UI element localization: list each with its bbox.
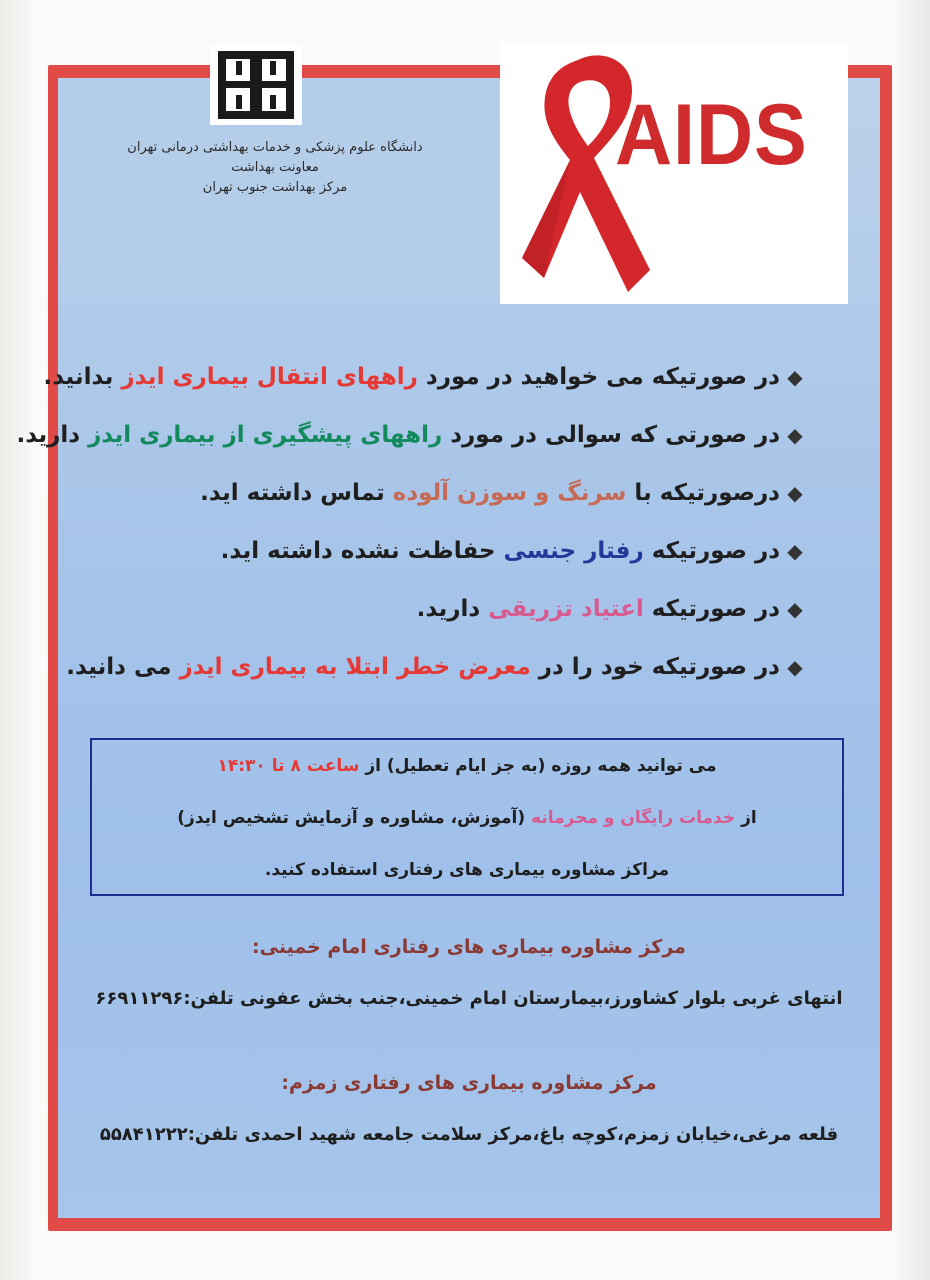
bullet-text: حفاظت نشده داشته اید.	[220, 538, 504, 564]
services-highlight: خدمات رایگان و محرمانه	[531, 808, 736, 828]
hours-highlight: ساعت ۸ تا ۱۴:۳۰	[217, 756, 360, 776]
bullet-text: درصورتیکه با	[626, 480, 780, 506]
bullet-item-5	[110, 587, 810, 645]
org-line-deputy: معاونت بهداشت	[231, 160, 319, 175]
bullet-item-1	[43, 355, 810, 413]
diamond-bullet-icon: ◆	[787, 481, 803, 505]
service-info-box	[90, 738, 844, 896]
org-line-center: مرکز بهداشت جنوب تهران	[202, 180, 348, 195]
organization-text	[115, 138, 435, 198]
aids-logo-box	[500, 42, 848, 304]
bullet-text: در صورتیکه	[643, 596, 780, 622]
aids-word: AIDS	[615, 87, 808, 183]
bullet-highlight: معرض خطر ابتلا به بیماری ایدز	[179, 654, 531, 680]
bullet-text: بدانید.	[43, 364, 122, 390]
bullet-highlight: راههای پیشگیری از بیماری ایدز	[88, 422, 443, 448]
diamond-bullet-icon: ◆	[787, 655, 803, 679]
header-area	[0, 0, 930, 320]
center-title-imam: مرکز مشاوره بیماری های رفتاری امام خمینی:	[252, 936, 686, 958]
info-line-services: از خدمات رایگان و محرمانه (آموزش، مشاوره و آزمایش تشخیص ایدز)	[177, 808, 757, 828]
bullet-text: در صورتیکه	[643, 538, 780, 564]
center-address-imam: انتهای غربی بلوار کشاورز،بیمارستان امام خمینی،جنب بخش عفونی تلفن:۶۶۹۱۱۲۹۶	[95, 988, 843, 1009]
diamond-bullet-icon: ◆	[787, 539, 803, 563]
center-title-zamzam: مرکز مشاوره بیماری های رفتاری زمزم:	[281, 1072, 657, 1094]
bullet-item-2	[16, 413, 810, 471]
bullet-highlight: راههای انتقال بیماری ایدز	[121, 364, 418, 390]
bullet-text: در صورتیکه خود را در	[530, 654, 780, 680]
center-address-zamzam: قلعه مرغی،خیابان زمزم،کوچه باغ،مرکز سلامت جامعه شهید احمدی تلفن:۵۵۸۴۱۲۲۲	[99, 1124, 839, 1145]
bullet-text: در صورتی که سوالی در مورد	[442, 422, 780, 448]
bullet-text: دارید.	[16, 422, 89, 448]
diamond-bullet-icon: ◆	[787, 597, 803, 621]
university-logo	[210, 45, 302, 125]
bullet-item-6	[66, 645, 810, 703]
bullet-text: تماس داشته اید.	[200, 480, 393, 506]
bullet-item-4	[110, 529, 810, 587]
bullet-list	[16, 355, 810, 703]
diamond-bullet-icon: ◆	[787, 365, 803, 389]
diamond-bullet-icon: ◆	[787, 423, 803, 447]
bullet-text: در صورتیکه می خواهید در مورد	[417, 364, 780, 390]
bullet-item-3	[110, 471, 810, 529]
bullet-highlight: رفتار جنسی	[503, 538, 644, 564]
info-line-centers: مراکز مشاوره بیماری های رفتاری استفاده کنید.	[264, 860, 670, 880]
bullet-text: می دانید.	[66, 654, 180, 680]
bullet-highlight: اعتیاد تزریقی	[488, 596, 644, 622]
bullet-text: دارید.	[416, 596, 489, 622]
university-emblem-icon	[210, 45, 302, 125]
bullet-highlight: سرنگ و سوزن آلوده	[392, 480, 627, 506]
info-line-hours: می توانید همه روزه (به جز ایام تعطیل) از ساعت ۸ تا ۱۴:۳۰	[217, 756, 717, 776]
org-line-university: دانشگاه علوم پزشکی و خدمات بهداشتی درمانی تهران	[127, 140, 423, 155]
